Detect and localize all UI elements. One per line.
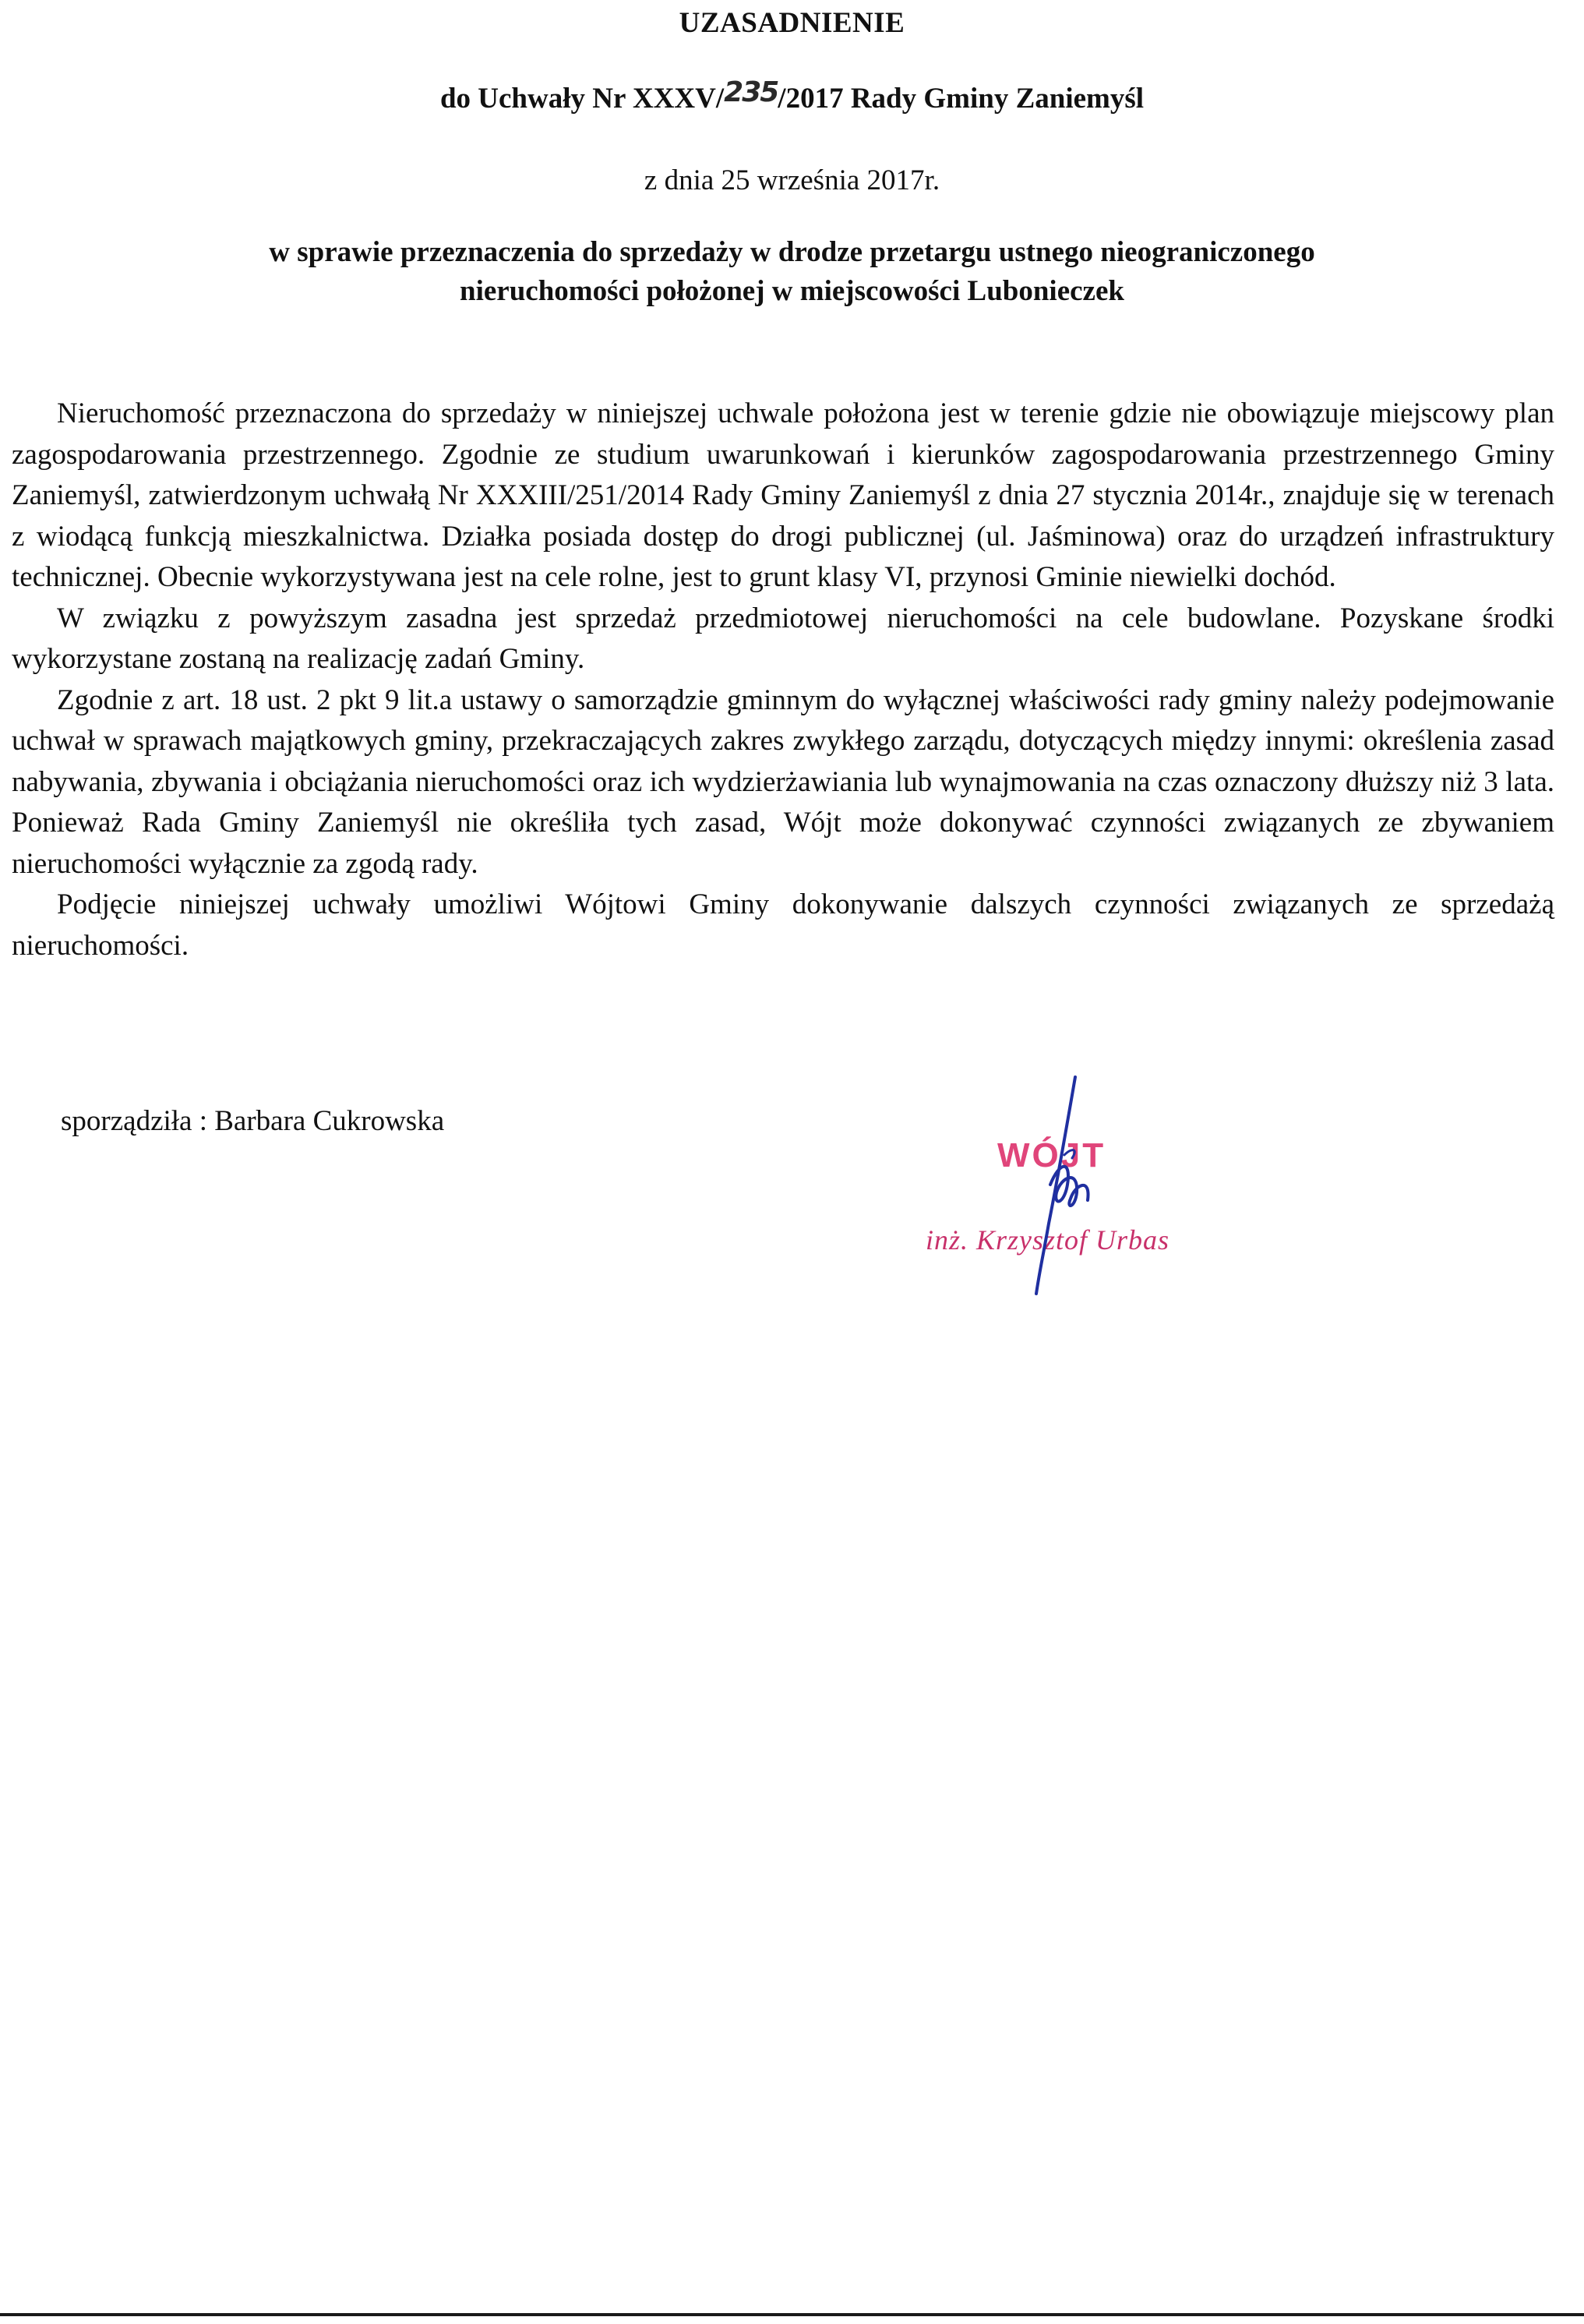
document-title: UZASADNIENIE [679, 7, 905, 39]
footer-rule [0, 2313, 1584, 2316]
handwritten-signature [912, 1068, 1223, 1302]
resolution-date: z dnia 25 września 2017r. [644, 164, 940, 196]
paragraph: Zgodnie z art. 18 ust. 2 pkt 9 lit.a ustawy o samorządzie gminnym do wyłącznej właściwości rady gminy należy podejmowanie uchwał w sprawach majątkowych gminy, przekraczających zakres zwykłego zarządu, dotyczących między innymi: określenia zasad nabywania, zbywania i obciążania nieruchomości oraz ich wydzierżawiania lub wynajmowania na czas oznaczony dłuższy niż 3 lata. Ponieważ Rada Gminy Zaniemyśl nie określiła tych zasad, Wójt może dokonywać czynności związanych ze zbywaniem nieruchomości wyłącznie za zgodą rady. [12, 683, 1554, 880]
subject-line-2: nieruchomości położonej w miejscowości Lubonieczek [460, 275, 1124, 307]
resolution-suffix: /2017 Rady Gminy Zaniemyśl [778, 83, 1145, 115]
subject-line-1: w sprawie przeznaczenia do sprzedaży w drodze przetargu ustnego nieograniczonego [269, 236, 1315, 268]
resolution-prefix: do Uchwały Nr XXXV/ [439, 83, 725, 115]
paragraph: Podjęcie niniejszej uchwały umożliwi Wójtowi Gminy dokonywanie dalszych czynności związanych ze sprzedażą nieruchomości. [12, 888, 1554, 962]
paragraph: Nieruchomość przeznaczona do sprzedaży w niniejszej uchwale położona jest w terenie gdzie nie obowiązuje miejscowy plan zagospodarowania przestrzennego. Zgodnie ze studium uwarunkowań i kierunków zagospodarowania przestrzennego Gminy Zaniemyśl, zatwierdzonym uchwałą Nr XXXIII/251/2014 Rady Gminy Zaniemyśl z dnia 27 stycznia 2014r., znajduje się w terenach z wiodącą funkcją mieszkalnictwa. Działka posiada dostęp do drogi publicznej (ul. Jaśminowa) oraz do urządzeń infrastruktury technicznej. Obecnie wykorzystywana jest na cele rolne, jest to grunt klasy VI, przynosi Gminie niewielki dochód. [12, 397, 1554, 593]
prepared-by: sporządziła : Barbara Cukrowska [61, 1105, 445, 1137]
signature-stamp [912, 1068, 1223, 1302]
resolution-number-handwritten: 235 [724, 76, 778, 108]
paragraph: W związku z powyższym zasadna jest sprzedaż przedmiotowej nieruchomości na cele budowlane. Pozyskane środki wykorzystane zostaną na realizację zadań Gminy. [12, 602, 1554, 675]
resolution-reference [0, 76, 1584, 115]
stamp-title: WÓJT [997, 1136, 1106, 1174]
justification-body [12, 394, 1554, 966]
stamp-name: inż. Krzysztof Urbas [926, 1224, 1170, 1256]
